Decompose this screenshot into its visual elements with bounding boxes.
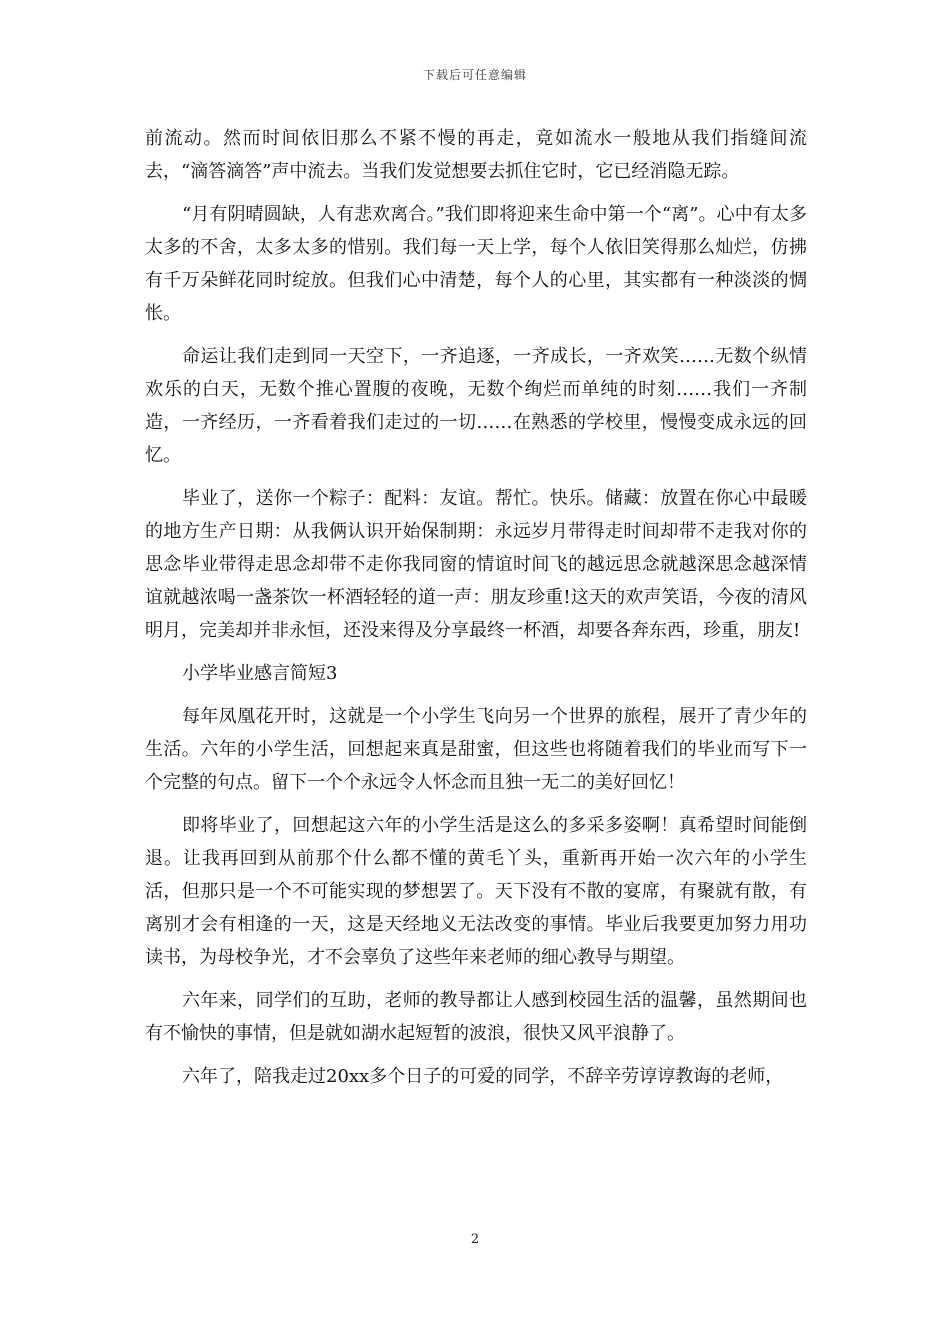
paragraph: 即将毕业了，回想起这六年的小学生活是这么的多采多姿啊！真希望时间能倒退。让我再回到从前那个什么都不懂的黄毛丫头，重新再开始一次六年的小学生活，但那只是一个不可能实现的梦想罢了。天下没有不散的宴席，有聚就有散，有离别才会有相逢的一天，这是天经地义无法改变的事情。毕业后我要更加努力用功读书，为母校争光，才不会辜负了这些年来老师的细心教导与期望。	[145, 815, 807, 968]
paragraph: 六年了，陪我走过20xx多个日子的可爱的同学，不辞辛劳谆谆教诲的老师，	[182, 1066, 784, 1087]
paragraph: 六年来，同学们的互助，老师的教导都让人感到校园生活的温馨，虽然期间也有不愉快的事情，但是就如湖水起短暂的波浪，很快又风平浪静了。	[145, 990, 807, 1044]
paragraph: 前流动。然而时间依旧那么不紧不慢的再走，竟如流水一般地从我们指缝间流去，“滴答滴答”声中流去。当我们发觉想要去抓住它时，它已经消隐无踪。	[145, 128, 807, 182]
page-number: 2	[470, 1232, 480, 1247]
document-body	[145, 122, 807, 1103]
paragraph: 毕业了，送你一个粽子：配料：友谊。帮忙。快乐。储藏：放置在你心中最暖的地方生产日期：从我俩认识开始保制期：永远岁月带得走时间却带不走我对你的思念毕业带得走思念却带不走你我同窗的情谊时间飞的越远思念就越深思念越深情谊就越浓喝一盏茶饮一杯酒轻轻的道一声：朋友珍重!这天的欢声笑语，今夜的清风明月，完美却并非永恒，还没来得及分享最终一杯酒，却要各奔东西，珍重，朋友!	[145, 488, 807, 641]
page-header: 下载后可任意编辑	[422, 68, 527, 82]
paragraph: 每年凤凰花开时，这就是一个小学生飞向另一个世界的旅程，展开了青少年的生活。六年的小学生活，回想起来真是甜蜜，但这些也将随着我们的毕业而写下一个完整的句点。留下一个个永远令人怀念而且独一无二的美好回忆！	[145, 706, 807, 793]
paragraph: 命运让我们走到同一天空下，一齐追逐，一齐成长，一齐欢笑……无数个纵情欢乐的白天，无数个推心置腹的夜晚，无数个绚烂而单纯的时刻……我们一齐制造，一齐经历，一齐看着我们走过的一切……在熟悉的学校里，慢慢变成永远的回忆。	[145, 346, 807, 466]
section-heading: 小学毕业感言简短3	[182, 663, 338, 684]
paragraph: “月有阴晴圆缺，人有悲欢离合。”我们即将迎来生命中第一个“离”。心中有太多太多的不舍，太多太多的惜别。我们每一天上学，每个人依旧笑得那么灿烂，仿拂有千万朵鲜花同时绽放。但我们心中清楚，每个人的心里，其实都有一种淡淡的惆怅。	[145, 204, 807, 324]
